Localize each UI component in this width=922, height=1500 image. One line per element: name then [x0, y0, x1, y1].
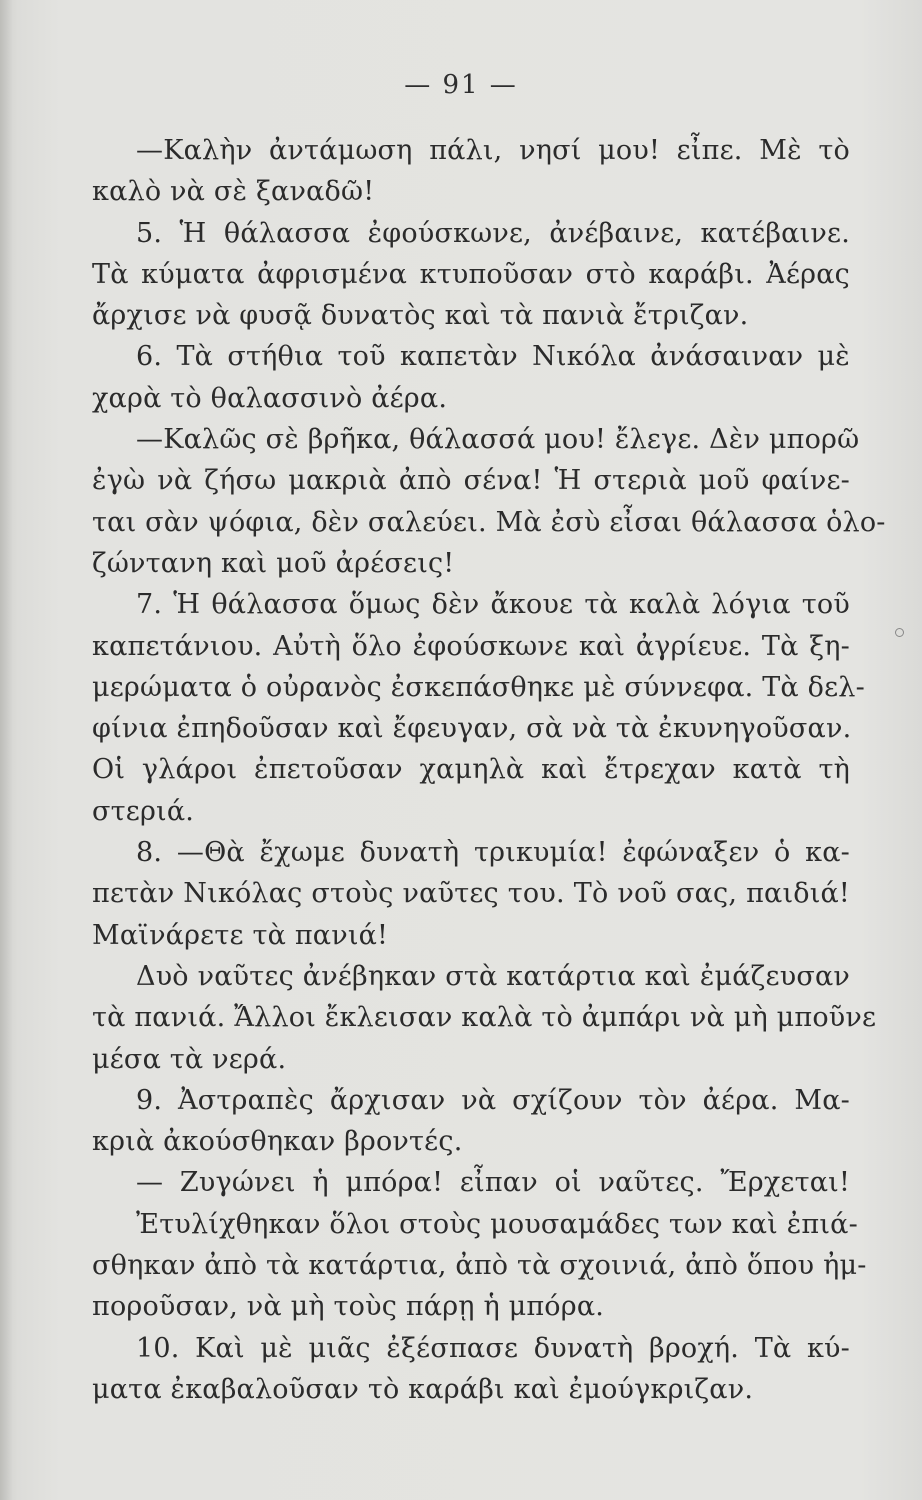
paper-speck — [895, 628, 904, 637]
text-line: χαρὰ τὸ θαλασσινὸ ἀέρα. — [92, 382, 448, 414]
text-line: σθηκαν ἀπὸ τὰ κατάρτια, ἀπὸ τὰ σχοινιά, ἀπὸ ὅπου ἠμ- — [92, 1250, 867, 1282]
text-line: —Καλῶς σὲ βρῆκα, θάλασσά μου! ἔλεγε. Δὲν μπορῶ — [136, 424, 860, 456]
text-line: Τὰ κύματα ἀφρισμένα κτυποῦσαν στὸ καράβι. Ἀέρας — [92, 258, 850, 290]
text-line: 7. Ἡ θάλασσα ὅμως δὲν ἄκουε τὰ καλὰ λόγια τοῦ — [136, 589, 850, 621]
body-text — [92, 130, 886, 1410]
text-line: Μαϊνάρετε τὰ πανιά! — [92, 919, 389, 951]
text-line: πετὰν Νικόλας στοὺς ναῦτες του. Τὸ νοῦ σας, παιδιά! — [92, 878, 850, 910]
text-line: κριὰ ἀκούσθηκαν βροντές. — [92, 1126, 463, 1158]
text-line: 9. Ἀστραπὲς ἄρχισαν νὰ σχίζουν τὸν ἀέρα. Μα- — [136, 1084, 850, 1116]
text-line: καλὸ νὰ σὲ ξαναδῶ! — [92, 176, 375, 208]
text-line: Οἱ γλάροι ἐπετοῦσαν χαμηλὰ καὶ ἔτρεχαν κατὰ τὴ — [92, 754, 850, 786]
text-line: 5. Ἡ θάλασσα ἐφούσκωνε, ἀνέβαινε, κατέβαινε. — [136, 217, 850, 249]
text-line: τὰ πανιά. Ἄλλοι ἔκλεισαν καλὰ τὸ ἀμπάρι νὰ μὴ μποῦνε — [92, 1002, 877, 1034]
text-line: καπετάνιου. Αὐτὴ ὅλο ἐφούσκωνε καὶ ἀγρίευε. Τὰ ξη- — [92, 630, 850, 662]
text-line: 10. Καὶ μὲ μιᾶς ἐξέσπασε δυνατὴ βροχή. Τὰ κύ- — [136, 1332, 850, 1364]
text-line: ποροῦσαν, νὰ μὴ τοὺς πάρῃ ἡ μπόρα. — [92, 1291, 605, 1323]
text-line: ται σὰν ψόφια, δὲν σαλεύει. Μὰ ἐσὺ εἶσαι θάλασσα ὁλο- — [92, 506, 886, 538]
text-line: ἄρχισε νὰ φυσᾷ δυνατὸς καὶ τὰ πανιὰ ἔτριζαν. — [92, 300, 749, 332]
text-line: —Καλὴν ἀντάμωση πάλι, νησί μου! εἶπε. Μὲ τὸ — [136, 135, 850, 166]
text-line: μέσα τὰ νερά. — [92, 1043, 287, 1075]
text-line: 8. —Θὰ ἔχωμε δυνατὴ τρικυμία! ἐφώναξεν ὁ κα- — [136, 837, 850, 869]
text-line: ζώντανη καὶ μοῦ ἀρέσεις! — [92, 547, 455, 579]
text-line: ἐγὼ νὰ ζήσω μακριὰ ἀπὸ σένα! Ἡ στεριὰ μοῦ φαίνε- — [92, 465, 850, 497]
text-line: μερώματα ὁ οὐρανὸς ἐσκεπάσθηκε μὲ σύννεφα. Τὰ δελ- — [92, 671, 865, 703]
text-line: φίνια ἐπηδοῦσαν καὶ ἔφευγαν, σὰ νὰ τὰ ἐκυνηγοῦσαν. — [92, 713, 852, 745]
text-line: 6. Τὰ στήθια τοῦ καπετὰν Νικόλα ἀνάσαιναν μὲ — [136, 341, 850, 373]
page-number: — 91 — — [404, 70, 518, 100]
text-line: — Ζυγώνει ἡ μπόρα! εἶπαν οἱ ναῦτες. Ἔρχεται! — [136, 1167, 850, 1199]
text-line: Ἐτυλίχθηκαν ὅλοι στοὺς μουσαμάδες των καὶ ἐπιά- — [136, 1208, 858, 1240]
text-line: στεριά. — [92, 795, 195, 827]
text-line: ματα ἐκαβαλοῦσαν τὸ καράβι καὶ ἐμούγκριζαν. — [92, 1373, 754, 1405]
text-line: Δυὸ ναῦτες ἀνέβηκαν στὰ κατάρτια καὶ ἐμάζευσαν — [136, 960, 850, 992]
page-spine-shadow — [0, 0, 12, 1500]
